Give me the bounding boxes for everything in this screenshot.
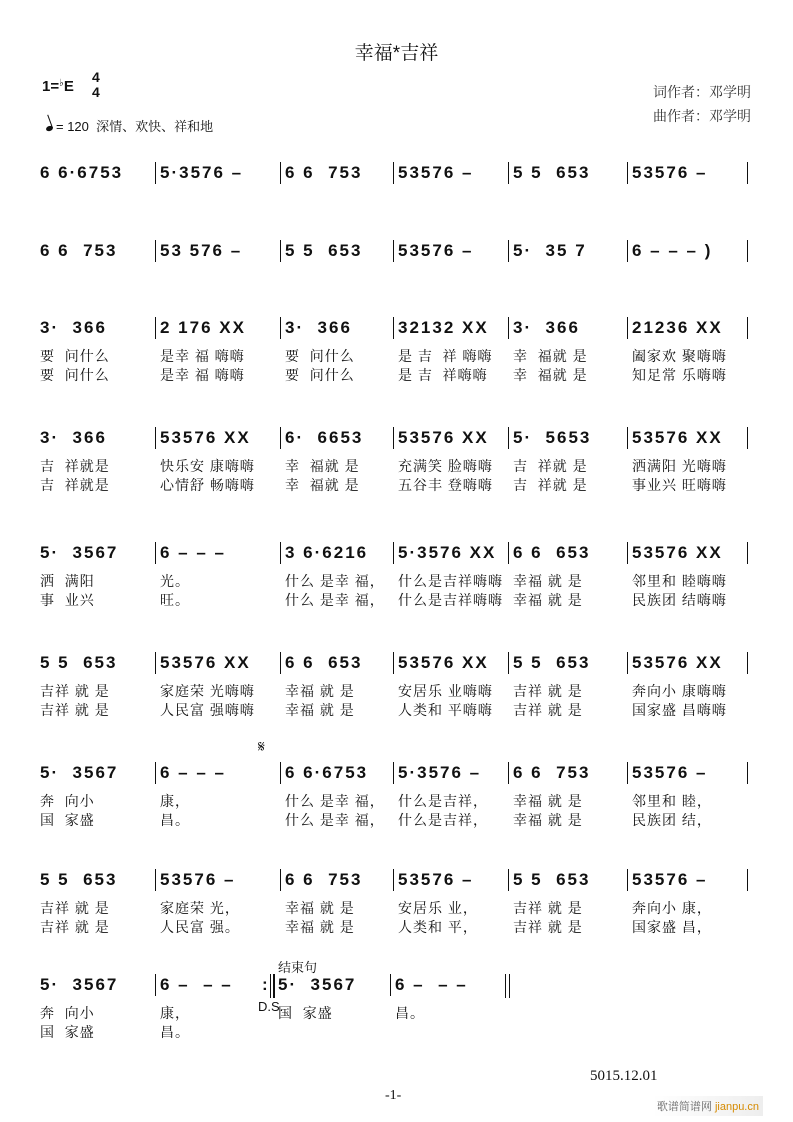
lyric-verse-2: 幸福 就 是 bbox=[285, 702, 355, 718]
measure-notes: 5 5 653 bbox=[40, 870, 118, 889]
lyric-verse-1: 阖家欢 聚嗨嗨 bbox=[632, 348, 727, 364]
barline bbox=[747, 427, 748, 449]
expression-text: 深情、欢快、祥和地 bbox=[96, 119, 214, 134]
lyric-verse-1: 什么是吉祥嗨嗨 bbox=[398, 573, 503, 589]
lyric-verse-1: 安居乐 业， bbox=[398, 900, 478, 916]
barline bbox=[508, 652, 509, 674]
lyric-verse-2: 要 问什么 bbox=[285, 367, 355, 383]
measure-notes: 6 – – – bbox=[395, 975, 468, 994]
lyric-verse-2: 幸福 就 是 bbox=[513, 812, 583, 828]
measure-notes: 53576 XX bbox=[160, 653, 251, 672]
measure-notes: 2 176 XX bbox=[160, 318, 246, 337]
lyric-verse-2: 幸 福就 是 bbox=[513, 367, 588, 383]
lyric-verse-1: 是幸 福 嗨嗨 bbox=[160, 348, 245, 364]
measure-notes: 5 5 653 bbox=[40, 653, 118, 672]
lyric-verse-1: 安居乐 业嗨嗨 bbox=[398, 683, 493, 699]
lyric-verse-1: 康， bbox=[160, 793, 190, 809]
measure-notes: 6 6 653 bbox=[285, 653, 363, 672]
barline bbox=[747, 162, 748, 184]
tempo-marking bbox=[46, 116, 213, 135]
lyric-verse-1: 幸福 就 是 bbox=[285, 683, 355, 699]
lyric-verse-1: 快乐安 康嗨嗨 bbox=[160, 458, 255, 474]
lyric-verse-2: 人类和 平， bbox=[398, 919, 478, 935]
lyric-verse-1: 奔向小 康， bbox=[632, 900, 712, 916]
measure-notes: 6 – – – bbox=[160, 543, 226, 562]
page-number: -1- bbox=[385, 1088, 402, 1103]
lyric-verse-2: 吉祥 就 是 bbox=[40, 702, 110, 718]
barline bbox=[627, 869, 628, 891]
measure-notes: 3 6·6216 bbox=[285, 543, 369, 562]
lyric-verse-1: 洒满阳 光嗨嗨 bbox=[632, 458, 727, 474]
date: 5015.12.01 bbox=[590, 1068, 658, 1084]
measure-notes: 3· 366 bbox=[285, 318, 352, 337]
lyric-verse-2: 幸福 就 是 bbox=[513, 592, 583, 608]
measure-notes: 53576 XX bbox=[398, 653, 489, 672]
barline bbox=[155, 542, 156, 564]
measure-notes: 21236 XX bbox=[632, 318, 723, 337]
measure-notes: 53 576 – bbox=[160, 241, 243, 260]
repeat-barline-thin bbox=[270, 974, 271, 998]
lyric-verse-1: 要 问什么 bbox=[285, 348, 355, 364]
lyric-verse-1: 幸福 就 是 bbox=[513, 573, 583, 589]
barline bbox=[747, 762, 748, 784]
measure-notes: 5 5 653 bbox=[513, 163, 591, 182]
lyric-verse-2: 国 家盛 bbox=[40, 1024, 95, 1040]
lyric-verse-1: 奔 向小 bbox=[40, 1005, 95, 1021]
lyric-verse-2: 国家盛 昌， bbox=[632, 919, 712, 935]
barline bbox=[508, 162, 509, 184]
lyric-verse-2: 什么 是幸 福， bbox=[285, 812, 385, 828]
measure-notes: 53576 – bbox=[160, 870, 236, 889]
lyricist: 词作者：邓学明 bbox=[653, 84, 751, 100]
time-bottom: 4 bbox=[92, 84, 100, 100]
barline bbox=[280, 542, 281, 564]
barline bbox=[155, 240, 156, 262]
lyric-verse-1: 奔向小 康嗨嗨 bbox=[632, 683, 727, 699]
measure-notes: 5· 3567 bbox=[40, 543, 119, 562]
barline bbox=[280, 762, 281, 784]
lyric-verse-2: 什么是吉祥， bbox=[398, 812, 488, 828]
lyric-verse-2: 是 吉 祥嗨嗨 bbox=[398, 367, 488, 383]
composer: 曲作者：邓学明 bbox=[653, 108, 751, 124]
lyric-verse-2: 事 业兴 bbox=[40, 592, 95, 608]
lyric-verse-2: 吉祥 就 是 bbox=[513, 702, 583, 718]
lyric-verse-2: 昌。 bbox=[160, 1024, 190, 1040]
barline bbox=[747, 652, 748, 674]
measure-notes: 5·3576 – bbox=[160, 163, 244, 182]
lyric-verse-2: 吉 祥就 是 bbox=[513, 477, 588, 493]
barline bbox=[627, 427, 628, 449]
measure-notes: 5 5 653 bbox=[513, 653, 591, 672]
lyric-verse-1: 昌。 bbox=[395, 1005, 425, 1021]
lyric-verse-2: 吉祥 就 是 bbox=[513, 919, 583, 935]
lyric-verse-2: 人民富 强嗨嗨 bbox=[160, 702, 255, 718]
barline bbox=[627, 762, 628, 784]
lyric-verse-1: 要 问什么 bbox=[40, 348, 110, 364]
flat-icon: ♭ bbox=[59, 78, 64, 89]
quarter-note-icon bbox=[45, 125, 53, 132]
lyric-verse-2: 五谷丰 登嗨嗨 bbox=[398, 477, 493, 493]
lyric-verse-2: 旺。 bbox=[160, 592, 190, 608]
lyric-verse-2: 吉 祥就是 bbox=[40, 477, 110, 493]
barline bbox=[747, 542, 748, 564]
barline bbox=[280, 652, 281, 674]
barline bbox=[747, 869, 748, 891]
barline bbox=[393, 317, 394, 339]
repeat-barline-thick bbox=[273, 974, 275, 998]
lyric-verse-1: 幸 福就 是 bbox=[285, 458, 360, 474]
lyric-verse-1: 幸 福就 是 bbox=[513, 348, 588, 364]
barline bbox=[747, 240, 748, 262]
lyric-verse-1: 邻里和 睦， bbox=[632, 793, 712, 809]
lyric-verse-2: 民族团 结嗨嗨 bbox=[632, 592, 727, 608]
measure-notes: 5· 5653 bbox=[513, 428, 592, 447]
lyric-verse-1: 吉祥 就 是 bbox=[513, 900, 583, 916]
lyric-verse-1: 国 家盛 bbox=[278, 1005, 333, 1021]
measure-notes: 5·3576 – bbox=[398, 763, 482, 782]
lyric-verse-1: 邻里和 睦嗨嗨 bbox=[632, 573, 727, 589]
measure-notes: 6 6 753 bbox=[40, 241, 118, 260]
lyric-verse-2: 人民富 强。 bbox=[160, 919, 240, 935]
watermark bbox=[653, 1096, 763, 1116]
lyric-verse-1: 幸福 就 是 bbox=[285, 900, 355, 916]
watermark-url: jianpu.cn bbox=[714, 1101, 759, 1113]
lyric-verse-1: 奔 向小 bbox=[40, 793, 95, 809]
measure-notes: 53576 – bbox=[398, 241, 474, 260]
measure-notes: 53576 XX bbox=[632, 543, 723, 562]
measure-notes: 6 6·6753 bbox=[40, 163, 124, 182]
lyric-verse-1: 什么 是幸 福， bbox=[285, 573, 385, 589]
measure-notes: 32132 XX bbox=[398, 318, 489, 337]
measure-notes: 6 6 653 bbox=[513, 543, 591, 562]
measure-notes: 5·3576 XX bbox=[398, 543, 497, 562]
lyric-verse-1: 什么是吉祥， bbox=[398, 793, 488, 809]
lyric-verse-2: 事业兴 旺嗨嗨 bbox=[632, 477, 727, 493]
lyric-verse-1: 光。 bbox=[160, 573, 190, 589]
measure-notes: 3· 366 bbox=[513, 318, 580, 337]
coda-label: 结束句 bbox=[278, 960, 318, 975]
repeat-dots: : bbox=[262, 975, 268, 994]
barline bbox=[393, 427, 394, 449]
measure-notes: 6 6·6753 bbox=[285, 763, 369, 782]
lyric-verse-2: 民族团 结， bbox=[632, 812, 712, 828]
measure-notes: 53576 XX bbox=[160, 428, 251, 447]
barline bbox=[508, 427, 509, 449]
barline bbox=[155, 652, 156, 674]
barline bbox=[155, 974, 156, 996]
measure-notes: 53576 – bbox=[632, 163, 708, 182]
barline bbox=[155, 317, 156, 339]
measure-notes: 5 5 653 bbox=[285, 241, 363, 260]
measure-notes: 53576 – bbox=[632, 763, 708, 782]
barline bbox=[393, 162, 394, 184]
measure-notes: 5 5 653 bbox=[513, 870, 591, 889]
barline bbox=[627, 652, 628, 674]
lyric-verse-2: 幸福 就 是 bbox=[285, 919, 355, 935]
lyric-verse-1: 是 吉 祥 嗨嗨 bbox=[398, 348, 493, 364]
measure-notes: 6· 6653 bbox=[285, 428, 364, 447]
barline bbox=[280, 240, 281, 262]
lyric-verse-2: 知足常 乐嗨嗨 bbox=[632, 367, 727, 383]
measure-notes: 6 – – – ) bbox=[632, 241, 713, 260]
lyric-verse-2: 要 问什么 bbox=[40, 367, 110, 383]
barline bbox=[508, 762, 509, 784]
measure-notes: 53576 – bbox=[398, 870, 474, 889]
barline bbox=[280, 317, 281, 339]
measure-notes: 6 – – – bbox=[160, 975, 233, 994]
key-signature bbox=[42, 78, 74, 95]
lyric-verse-1: 吉祥 就 是 bbox=[513, 683, 583, 699]
lyric-verse-2: 是幸 福 嗨嗨 bbox=[160, 367, 245, 383]
time-top: 4 bbox=[92, 69, 100, 85]
lyric-verse-1: 洒 满阳 bbox=[40, 573, 95, 589]
lyric-verse-1: 充满笑 脸嗨嗨 bbox=[398, 458, 493, 474]
lyric-verse-2: 昌。 bbox=[160, 812, 190, 828]
barline bbox=[280, 162, 281, 184]
lyric-verse-1: 吉 祥就 是 bbox=[513, 458, 588, 474]
barline bbox=[390, 974, 391, 996]
measure-notes: 53576 – bbox=[632, 870, 708, 889]
segno-icon: 𝄋 bbox=[258, 739, 265, 756]
barline bbox=[627, 542, 628, 564]
barline bbox=[280, 869, 281, 891]
barline bbox=[747, 317, 748, 339]
final-barline-2 bbox=[509, 974, 510, 998]
measure-notes: 53576 XX bbox=[398, 428, 489, 447]
measure-notes: 5· 3567 bbox=[40, 975, 119, 994]
barline bbox=[508, 542, 509, 564]
barline bbox=[508, 317, 509, 339]
lyric-verse-2: 吉祥 就 是 bbox=[40, 919, 110, 935]
lyric-verse-1: 家庭荣 光， bbox=[160, 900, 240, 916]
barline bbox=[627, 240, 628, 262]
key-label: 1= bbox=[42, 78, 60, 95]
song-title: 幸福*吉祥 bbox=[354, 43, 439, 64]
barline bbox=[155, 162, 156, 184]
final-barline-1 bbox=[505, 974, 506, 998]
measure-notes: 53576 – bbox=[398, 163, 474, 182]
barline bbox=[280, 427, 281, 449]
measure-notes: 53576 XX bbox=[632, 428, 723, 447]
tempo-value: = 120 bbox=[56, 119, 89, 134]
measure-notes: 53576 XX bbox=[632, 653, 723, 672]
measure-notes: 5· 3567 bbox=[40, 763, 119, 782]
measure-notes: 6 6 753 bbox=[285, 163, 363, 182]
measure-notes: 3· 366 bbox=[40, 428, 107, 447]
lyric-verse-2: 什么 是幸 福， bbox=[285, 592, 385, 608]
lyric-verse-2: 国 家盛 bbox=[40, 812, 95, 828]
barline bbox=[393, 542, 394, 564]
barline bbox=[393, 240, 394, 262]
measure-notes: 6 – – – bbox=[160, 763, 226, 782]
lyric-verse-1: 家庭荣 光嗨嗨 bbox=[160, 683, 255, 699]
watermark-text: 歌谱简谱网 bbox=[656, 1101, 712, 1113]
barline bbox=[393, 652, 394, 674]
barline bbox=[155, 869, 156, 891]
barline bbox=[155, 427, 156, 449]
barline bbox=[627, 317, 628, 339]
measure-notes: 5· 3567 bbox=[278, 975, 357, 994]
barline bbox=[508, 240, 509, 262]
lyric-verse-2: 人类和 平嗨嗨 bbox=[398, 702, 493, 718]
lyric-verse-1: 什么 是幸 福， bbox=[285, 793, 385, 809]
lyric-verse-2: 心情舒 畅嗨嗨 bbox=[160, 477, 255, 493]
lyric-verse-2: 国家盛 昌嗨嗨 bbox=[632, 702, 727, 718]
lyric-verse-1: 康， bbox=[160, 1005, 190, 1021]
barline bbox=[393, 762, 394, 784]
lyric-verse-2: 什么是吉祥嗨嗨 bbox=[398, 592, 503, 608]
lyric-verse-1: 吉祥 就 是 bbox=[40, 900, 110, 916]
measure-notes: 6 6 753 bbox=[285, 870, 363, 889]
measure-notes: 5· 35 7 bbox=[513, 241, 587, 260]
lyric-verse-1: 吉 祥就是 bbox=[40, 458, 110, 474]
barline bbox=[627, 162, 628, 184]
time-signature bbox=[92, 70, 100, 100]
lyric-verse-1: 吉祥 就 是 bbox=[40, 683, 110, 699]
ds-label: D.S. bbox=[258, 999, 284, 1014]
measure-notes: 6 6 753 bbox=[513, 763, 591, 782]
lyric-verse-2: 幸 福就 是 bbox=[285, 477, 360, 493]
barline bbox=[508, 869, 509, 891]
measure-notes: 3· 366 bbox=[40, 318, 107, 337]
barline bbox=[155, 762, 156, 784]
barline bbox=[393, 869, 394, 891]
lyric-verse-1: 幸福 就 是 bbox=[513, 793, 583, 809]
key-note: E bbox=[63, 78, 74, 95]
